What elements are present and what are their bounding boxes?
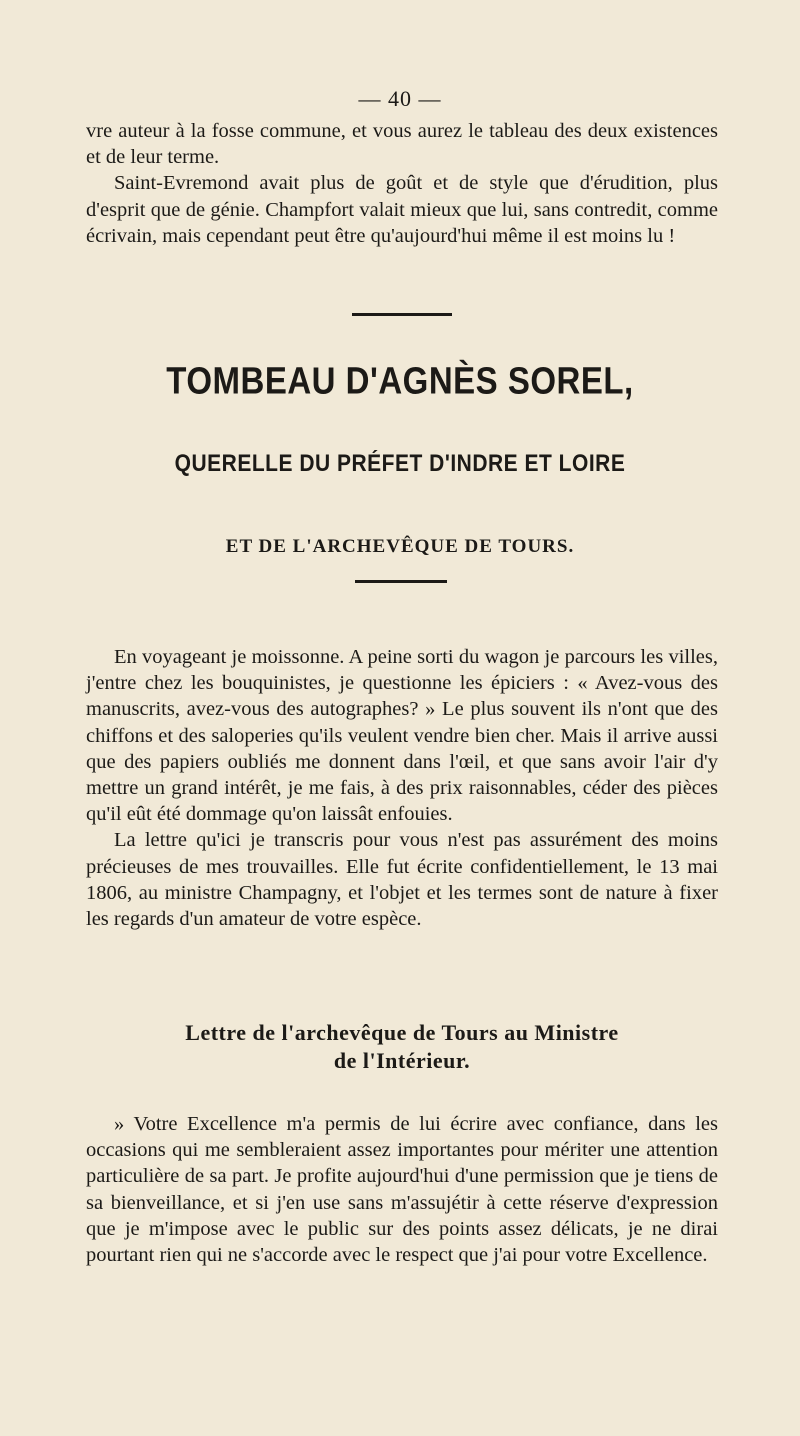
body-paragraph-1: En voyageant je moissonne. A peine sorti du wagon je parcours les villes, j'entre chez les bouquinistes, je questionne les épiciers : « Avez-vous des manuscrits, avez-vous des autographes? » Le plus souvent ils n'ont que des chiffons et des saloperies qu'ils veulent vendre bien cher. Mais il arrive aussi que des papiers oubliés me donnent dans l'œil, et que sans avoir l'air d'y mettre un grand intérêt, je me fais, à des prix raisonnables, céder des pièces qu'il eût été dommage qu'on laissât enfouies. bbox=[86, 646, 718, 826]
page-number: — 40 — bbox=[358, 86, 442, 111]
intro-continuation: vre auteur à la fosse commune, et vous aurez le tableau des deux existences et de leur terme. bbox=[86, 120, 718, 169]
letter-text bbox=[86, 1111, 718, 1268]
letter-heading bbox=[86, 1019, 718, 1075]
bottom-divider bbox=[355, 580, 447, 583]
top-divider bbox=[352, 313, 452, 316]
body-text bbox=[86, 644, 718, 932]
letter-paragraph: » Votre Excellence m'a permis de lui écrire avec confiance, dans les occasions qui me sembleraient assez importantes pour mériter une attention particulière de sa part. Je profite aujourd'hui d'une permission que je tiens de sa bienveillance, et si j'en use sans m'assujétir à cette réserve d'expression que je m'impose avec le public sur des points assez délicats, je ne dirai pourtant rien qui ne s'accorde avec le respect que j'ai pour votre Excellence. bbox=[86, 1113, 718, 1267]
body-paragraph-2: La lettre qu'ici je transcris pour vous n'est pas assurément des moins précieuses de mes trouvailles. Elle fut écrite confidentiellement, le 13 mai 1806, au ministre Champagny, et l'objet et les termes sont de nature à fixer les regards d'un amateur de votre espèce. bbox=[86, 829, 718, 931]
section-title: TOMBEAU D'AGNÈS SOREL, bbox=[166, 359, 634, 402]
letter-heading-line-1: Lettre de l'archevêque de Tours au Ministre bbox=[185, 1020, 619, 1045]
section-subtitle-1: QUERELLE DU PRÉFET D'INDRE ET LOIRE bbox=[174, 450, 626, 477]
section-subtitle-2: ET DE L'ARCHEVÊQUE DE TOURS. bbox=[225, 536, 575, 557]
letter-heading-line-2: de l'Intérieur. bbox=[333, 1048, 471, 1073]
intro-text bbox=[86, 118, 718, 249]
intro-paragraph: Saint-Evremond avait plus de goût et de style que d'érudition, plus d'esprit que de génie. Champfort valait mieux que lui, sans contredit, comme écrivain, mais cependant peut être qu'aujourd'hui même il est moins lu ! bbox=[86, 172, 718, 247]
